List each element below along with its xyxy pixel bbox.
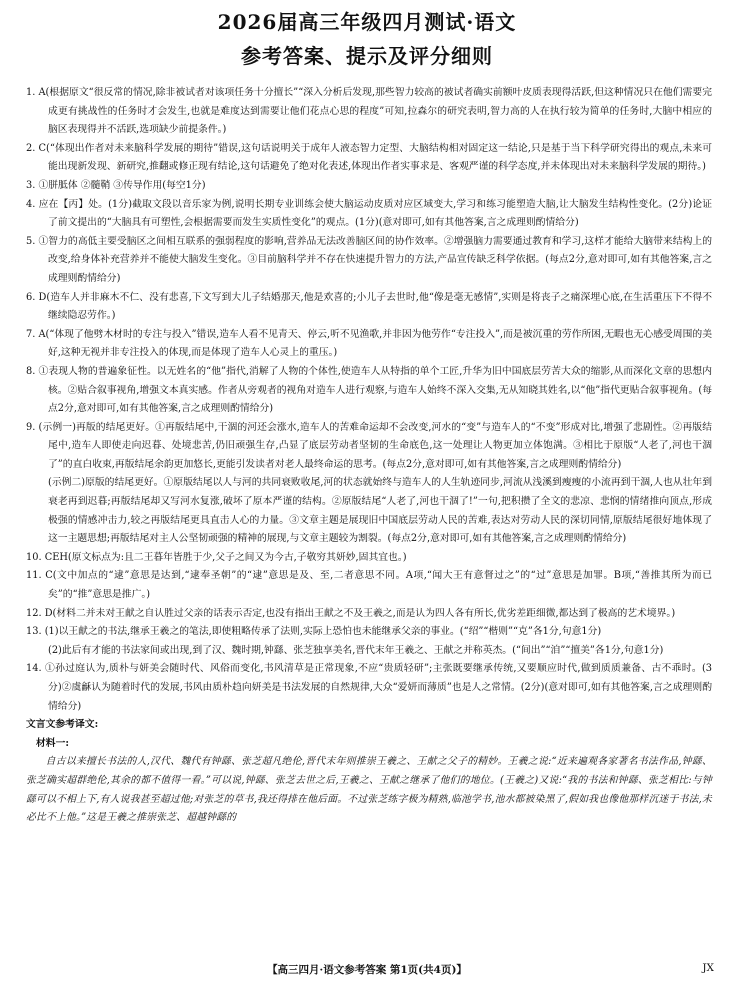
answer-12: 12. D(材料二并未对王献之自认胜过父亲的话表示否定,也没有指出王献之不及王羲之,而是认为四人各有所长,优劣差距细微,都达到了极高的艺术境界。): [26, 607, 676, 619]
answer-7: 7. A(“体现了他劈木材时的专注与投入”错误,造车人看不见青天、停云,听不见渔歌,并非因为他劳作“专注投入”,而是被沉重的劳作所困,无暇也无心感受周围的美好,这种无视并非专注投入的体现,而是体现了造车人心灵上的重压。): [26, 328, 712, 359]
answer-9-example-1: 9. (示例一)再版的结尾更好。①再版结尾中,干涸的河还会涨水,造车人的苦难命运却不会改变,河水的“变”与造车人的“不变”形成对比,增强了悲剧性。②再版结尾中,造车人即使走向迟暮、处境悲苦,仍旧顽强生存,凸显了底层劳动者坚韧的生命底色,这一处理让人物更加立体饱满。③相比于原版“人老了,河也干涸了”的直白收束,再版结尾余韵更加悠长,更能引发读者对老人最终命运的思考。(每点2分,意对即可,如有其他答案,言之成理则酌情给分): [26, 421, 712, 470]
answer-14: 14. ①孙过庭认为,质朴与妍美会随时代、风俗而变化,书风清草是正常现象,不应“贵质轻研”;主张既要继承传统,又要顺应时代,做到质质兼备、古不乖时。(3分)②虞龢认为随着时代的发展,书风由质朴趋向妍美是书法发展的自然规律,大众“爱妍而薄质”也是人之常情。(2分)(意对即可,如有其他答案,言之成理则酌情给分): [26, 663, 712, 712]
answer-10: 10. CEH(原文标点为:且二王暮年皆胜于少,父子之间又为今古,子敬穷其妍妙,固其宜也。): [26, 551, 407, 563]
answer-1: 1. A(根据原文“很反常的情况,除非被试者对该项任务十分擅长”“深入分析后发现,那些智力较高的被试者确实前额叶皮质表现得活跃,但这种情况只在他们需要完成更有挑战性的任务时才会发生,也就是难度达到需要让他们花点心思的程度”可知,拉森尔的研究表明,智力高的人在执行较为简单的任务时,大脑中相应的脑区表现得并不活跃,选项缺少前提条件。): [26, 87, 712, 136]
answer-6: 6. D(造车人并非麻木不仁、没有悲喜,下文写到大儿子结婚那天,他是欢喜的;小儿子去世时,他“像是毫无感情”,实则是将丧子之痛深埋心底,在生活重压下不得不继续隐忍劳作。): [26, 291, 712, 322]
page-title: 2026届高三年级四月测试·语文: [217, 10, 517, 34]
answer-13-part-2: (2)此后有才能的书法家间或出现,到了汉、魏时期,钟繇、张芝独享美名,晋代末年王羲之、王献之并称英杰。(“间出”“洎”“擅美”各1分,句意1分): [48, 644, 664, 656]
translation-heading: 文言文参考译文:: [26, 719, 99, 731]
page-footer: [0, 962, 734, 982]
answer-3: 3. ①胼胝体 ②髓鞘 ③传导作用(每空1分): [26, 179, 206, 191]
answer-5: 5. ①智力的高低主要受脑区之间相互联系的强弱程度的影响,营养品无法改善脑区间的协作效率。②增强脑力需要通过教育和学习,这样才能给大脑带来结构上的改变,给身体补充营养并不能使大脑发生变化。③目前脑科学并不存在快速提升智力的方法,产品宣传缺乏科学依据。(每点2分,意对即可,如有其他答案,言之成理则酌情给分): [26, 235, 712, 284]
footer-code: JX: [702, 962, 714, 974]
footer-page-info: 【高三四月·语文参考答案 第1页(共4页)】: [267, 964, 467, 976]
answer-9-example-2: (示例二)原版的结尾更好。①原版结尾以人与河的共同衰败收尾,河的状态就始终与造车人的人生轨迹同步,河流从浅溪到瘦瘦的小流再到干涸,人也从壮年到衰老再到迟暮;再版结尾却又写河水复涨,破坏了原本严谨的结构。②原版结尾“人老了,河也干涸了!”一句,把积攒了全文的悲凉、悲悯的情绪推向顶点,形成极强的情感冲击力,较之再版结尾更具直击人心的力量。③文章主题是展现旧中国底层劳动人民的苦难,表达对劳动人民的深切同情,原版结尾很好地体现了这一主题思想;再版结尾对主人公坚韧顽强的精神的展现,与文章主题较为割裂。(每点2分,意对即可,如有其他答案,言之成理则酌情给分): [48, 477, 712, 545]
answer-2: 2. C(“体现出作者对未来脑科学发展的期待”错误,这句话说明关于成年人液态智力定型、大脑结构相对固定这一结论,只是基于当下科学研究得出的观点,未来可能出现新发现、新研究,推翻或修正现有结论,这句话避免了绝对化表述,体现出作者实事求是、客观严谨的科学态度,并未体现出对未来脑科学发展的期待。): [26, 142, 712, 173]
answer-body: [26, 84, 712, 828]
answer-4: 4. 应在【丙】处。(1分)截取文段以音乐家为例,说明长期专业训练会使大脑运动皮质对应区域变大,学习和练习能塑造大脑,让大脑发生结构性变化。(2分)论证了前文提出的“大脑具有可塑性,会根据需要而发生实质性变化”的观点。(1分)(意对即可,如有其他答案,言之成理则酌情给分): [26, 198, 712, 229]
answer-11: 11. C(文中加点的“逮”意思是达到,“逮奉圣朝”的“逮”意思是及、至,二者意思不同。A项,“闻大王有意督过之”的“过”意思是加罪。B项,“善推其所为而已矣”的“推”意思是推广。): [26, 570, 712, 601]
page-subtitle: 参考答案、提示及评分细则: [241, 44, 493, 68]
answer-13-part-1: 13. (1)以王献之的书法,继承王羲之的笔法,即使粗略传承了法则,实际上恐怕也未能继承父亲的事业。(“绍”“楷则”“克”各1分,句意1分): [26, 626, 602, 638]
translation-paragraph: 自古以来擅长书法的人,汉代、魏代有钟繇、张芝超凡绝伦,晋代末年则推崇王羲之、王献之父子的精妙。王羲之说:“近来遍观各家著名书法作品,钟繇、张芝确实超群绝伦,其余的都不值得一看。”可以说,钟繇、张芝去世之后,王羲之、王献之继承了他们的地位。(王羲之)又说:“我的书法和钟繇、张芝相比:与钟繇可以不相上下,有人说我甚至超过他;对张芝的草书,我还得排在他后面。不过张芝练字极为精熟,临池学书,池水都被染黑了,假如我也像他那样沉迷于书法,未必比不上他。”这是王羲之推崇张芝、超越钟繇的: [26, 756, 712, 824]
answer-8: 8. ①表现人物的普遍象征性。以无姓名的“他”指代,消解了人物的个体性,使造车人从特指的单个工匠,升华为旧中国底层劳苦大众的缩影,从而深化文章的思想内核。②贴合叙事视角,增强文本真实感。作者从旁观者的视角对造车人进行观察,与造车人始终不深入交集,无从知晓其姓名,以“他”指代更贴合叙事视角。(每点2分,意对即可,如有其他答案,言之成理则酌情给分): [26, 365, 712, 415]
material-label: 材料一:: [36, 737, 70, 749]
